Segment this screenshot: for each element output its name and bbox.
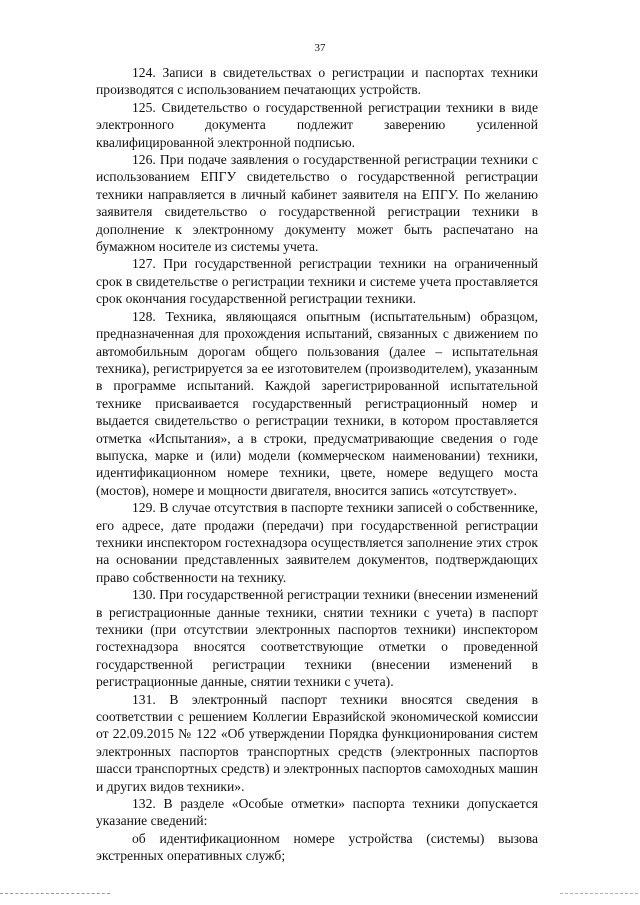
scan-edge-line-left [0, 893, 110, 894]
document-body [96, 64, 538, 865]
paragraph-128: 128. Техника, являющаяся опытным (испытательным) образцом, предназначенная для прохождения испытаний, связанных с движением по автомобильным дорогам общего пользования (далее – испытательная техника), регистрируется за ее изготовителем (производителем), указанным в программе испытаний. Каждой зарегистрированной испытательной технике присваивается государственный регистрационный номер и выдается свидетельство о регистрации техники, в котором проставляется отметка «Испытания», а в строки, предусматривающие сведения о годе выпуска, марке и (или) модели (коммерческом наименовании) техники, идентификационном номере техники, цвете, номере ведущего моста (мостов), номере и мощности двигателя, вносится запись «отсутствует». [96, 308, 538, 498]
paragraph-130: 130. При государственной регистрации техники (внесении изменений в регистрационные данные техники, снятии техники с учета) в паспорт техники (при отсутствии электронных паспортов техники) инспектором гостехнадзора вносятся соответствующие отметки о проведенной государственной регистрации техники (внесении изменений в регистрационные данные, снятии техники с учета). [96, 587, 538, 690]
page-number: 37 [314, 42, 326, 54]
paragraph-131: 131. В электронный паспорт техники вносятся сведения в соответствии с решением Коллегии Евразийской экономической комиссии от 22.09.2015 № 122 «Об утверждении Порядка функционирования систем электронных паспортов транспортных средств (электронных паспортов шасси транспортных средств) и электронных паспортов самоходных машин и других видов техники». [96, 691, 538, 794]
paragraph-132: 132. В разделе «Особые отметки» паспорта техники допускается указание сведений: [96, 796, 538, 829]
paragraph-126: 126. При подаче заявления о государственной регистрации техники с использованием ЕПГУ свидетельство о государственной регистрации техники направляется в личный кабинет заявителя на ЕПГУ. По желанию заявителя свидетельство о государственной регистрации техники в дополнение к электронному документу может быть распечатано на бумажном носителе из системы учета. [96, 152, 538, 255]
scan-edge-line-right [560, 893, 638, 894]
paragraph-132-item: об идентификационном номере устройства (системы) вызова экстренных оперативных служб; [96, 830, 538, 864]
paragraph-125: 125. Свидетельство о государственной регистрации техники в виде электронного документа подлежит заверению усиленной квалифицированной электронной подписью. [96, 99, 538, 150]
paragraph-129: 129. В случае отсутствия в паспорте техники записей о собственнике, его адресе, дате продажи (передачи) при государственной регистрации техники инспектором гостехнадзора осуществляется заполнение этих строк на основании представленных заявителем документов, подтверждающих право собственности на технику. [96, 500, 538, 585]
paragraph-124: 124. Записи в свидетельствах о регистрации и паспортах техники производятся с использованием печатающих устройств. [96, 65, 538, 98]
paragraph-127: 127. При государственной регистрации техники на ограниченный срок в свидетельстве о регистрации техники и системе учета проставляется срок окончания государственной регистрации техники. [96, 256, 538, 307]
